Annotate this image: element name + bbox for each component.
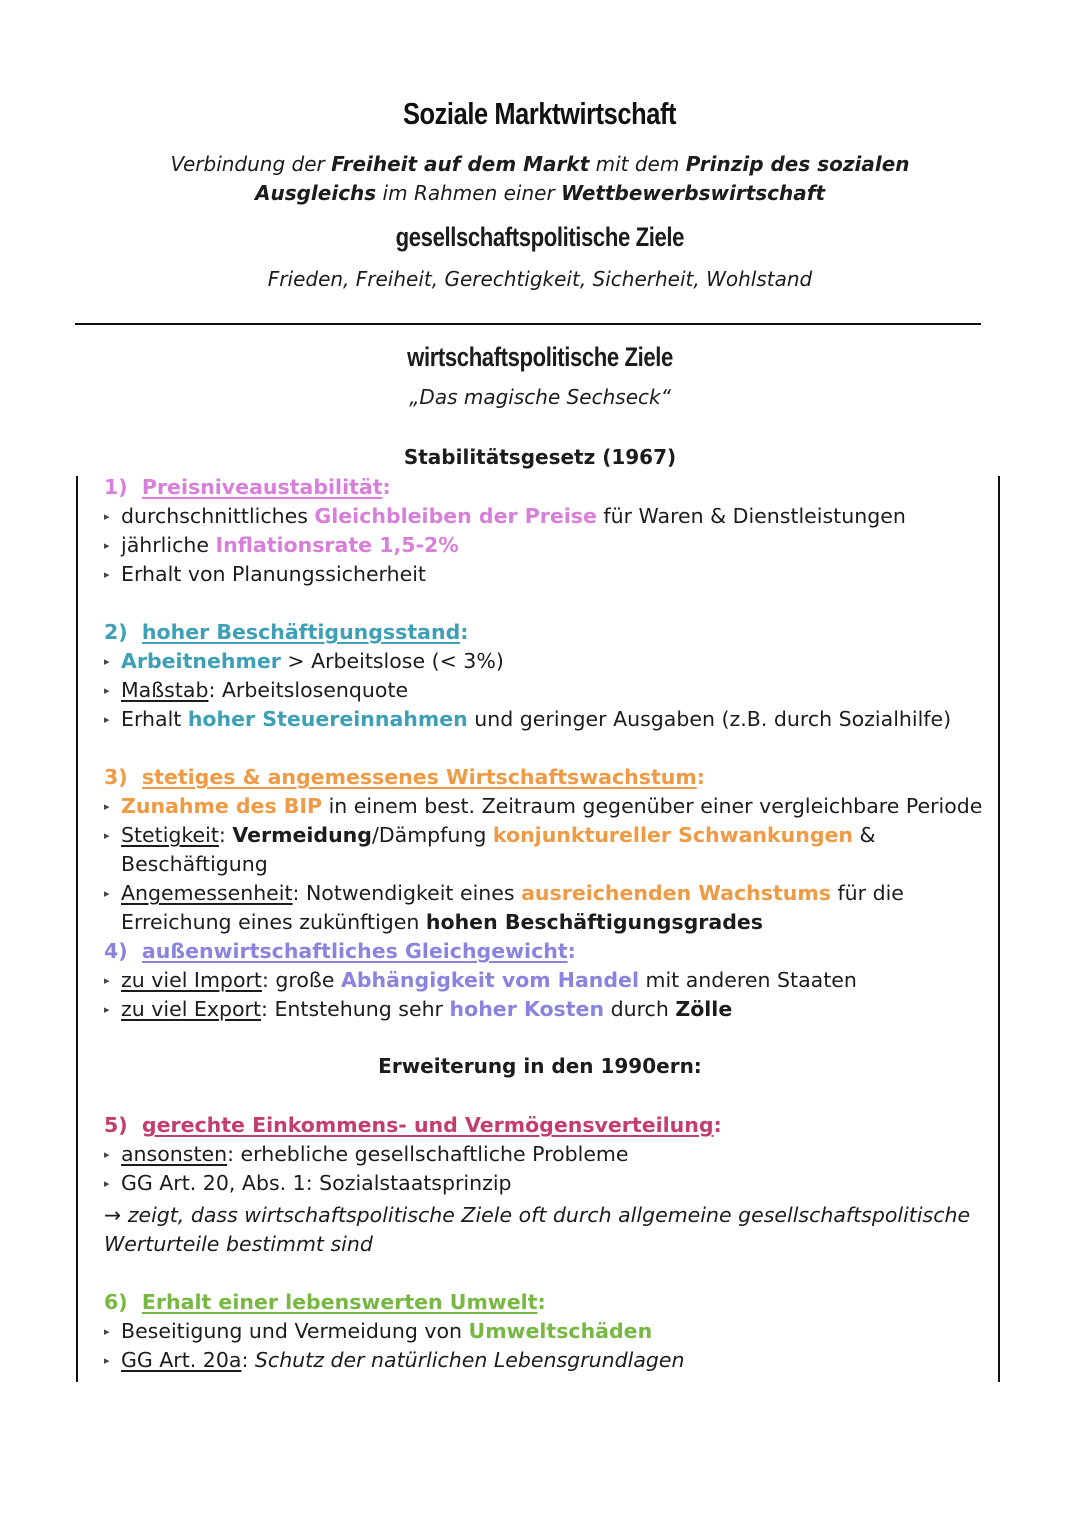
bold-term: hohen Beschäftigungsgrades	[425, 910, 764, 934]
text: > Arbeitslose (< 3%)	[280, 649, 504, 673]
text: in einem best. Zeitraum gegenüber einer vergleichbare Periode	[322, 794, 983, 818]
highlight: Umweltschäden	[468, 1319, 653, 1343]
bold-term: Zölle	[675, 997, 733, 1021]
section-number: 5)	[104, 1113, 128, 1137]
section-label: hoher Beschäftigungsstand	[141, 620, 461, 644]
list-item	[104, 792, 984, 821]
definition-part: im Rahmen einer	[376, 181, 562, 205]
section-number: 2)	[104, 620, 128, 644]
list-item	[104, 560, 984, 589]
underlined-term: ansonsten	[121, 1142, 228, 1166]
section-colon: :	[382, 475, 391, 499]
section-2-title	[104, 618, 984, 647]
list-item	[104, 1169, 984, 1198]
text: & Beschäftigung	[121, 823, 876, 876]
highlight: hoher Steuereinnahmen	[187, 707, 468, 731]
text: Beseitigung und Vermeidung von	[121, 1319, 469, 1343]
section-2	[104, 618, 984, 734]
wirtschaft-title: wirtschaftspolitische Ziele	[407, 342, 673, 372]
section-5-title	[104, 1111, 984, 1140]
italic-text: Schutz der natürlichen Lebensgrundlagen	[254, 1348, 685, 1372]
definition-bold: Wettbewerbswirtschaft	[561, 181, 826, 205]
underlined-term: zu viel Import	[121, 968, 262, 992]
text: :	[218, 823, 233, 847]
wirtschaft-block	[0, 342, 1080, 409]
section-1	[104, 473, 984, 589]
box-border-left	[76, 476, 78, 1382]
section-colon: :	[696, 765, 705, 789]
stabilitaetsgesetz-heading: Stabilitätsgesetz (1967)	[403, 445, 677, 469]
highlight: Zunahme des BIP	[121, 794, 323, 818]
text: : Notwendigkeit eines	[292, 881, 522, 905]
document-title: Soziale Marktwirtschaft	[403, 96, 677, 131]
divider-line	[75, 323, 981, 325]
section-number: 4)	[104, 939, 128, 963]
section-6	[104, 1288, 984, 1375]
definition-part: Verbindung der	[170, 152, 332, 176]
underlined-term: zu viel Export	[121, 997, 262, 1021]
text: GG Art. 20, Abs. 1: Sozialstaatsprinzip	[121, 1171, 512, 1195]
text: und geringer Ausgaben (z.B. durch Sozialhilfe)	[467, 707, 952, 731]
text: durchschnittliches	[121, 504, 315, 528]
title-block	[0, 96, 1080, 208]
section-number: 3)	[104, 765, 128, 789]
list-item	[104, 879, 984, 937]
section-3-title	[104, 763, 984, 792]
underlined-term: Angemessenheit	[121, 881, 293, 905]
highlight: Arbeitnehmer	[121, 649, 281, 673]
section-5	[104, 1111, 984, 1259]
highlight: hoher Kosten	[449, 997, 605, 1021]
erweiterung-heading: Erweiterung in den 1990ern:	[378, 1054, 702, 1078]
section-6-title	[104, 1288, 984, 1317]
section-label: außenwirtschaftliches Gleichgewicht	[141, 939, 568, 963]
gesellschaft-title: gesellschaftspolitische Ziele	[395, 222, 685, 252]
list-item	[104, 1346, 984, 1375]
list-item	[104, 966, 984, 995]
section-label: Preisniveaustabilität	[141, 475, 383, 499]
underlined-term: GG Art. 20a	[121, 1348, 242, 1372]
text: /Dämpfung	[371, 823, 493, 847]
section-label: gerechte Einkommens- und Vermögensverteilung	[141, 1113, 714, 1137]
section-label: stetiges & angemessenes Wirtschaftswachstum	[141, 765, 697, 789]
highlight: ausreichenden Wachstums	[521, 881, 831, 905]
wirtschaft-subtitle: „Das magische Sechseck“	[409, 385, 671, 409]
text: : Entstehung sehr	[261, 997, 450, 1021]
text: durch	[604, 997, 676, 1021]
text: mit anderen Staaten	[639, 968, 857, 992]
definition-text	[110, 150, 970, 208]
list-item	[104, 1317, 984, 1346]
text: für die Erreichung eines zukünftigen	[121, 881, 904, 934]
highlight: konjunktureller Schwankungen	[492, 823, 853, 847]
text: :	[241, 1348, 255, 1372]
highlight: Gleichbleiben der Preise	[314, 504, 597, 528]
list-item	[104, 1140, 984, 1169]
list-item	[104, 531, 984, 560]
list-item	[104, 647, 984, 676]
highlight: Abhängigkeit vom Handel	[340, 968, 639, 992]
section-4-title	[104, 937, 984, 966]
text: jährliche	[121, 533, 216, 557]
box-border-right	[998, 476, 1000, 1382]
highlight: Inflationsrate 1,5-2%	[215, 533, 459, 557]
text: : Arbeitslosenquote	[208, 678, 409, 702]
section-1-title	[104, 473, 984, 502]
text: Erhalt	[121, 707, 188, 731]
section-label: Erhalt einer lebenswerten Umwelt	[141, 1290, 538, 1314]
text: : erhebliche gesellschaftliche Probleme	[227, 1142, 629, 1166]
list-item	[104, 995, 984, 1024]
underlined-term: Stetigkeit	[121, 823, 219, 847]
section-5-note: → zeigt, dass wirtschaftspolitische Ziele oft durch allgemeine gesellschaftspolitische Werturteile bestimmt sind	[104, 1203, 971, 1256]
definition-bold: Freiheit auf dem Markt	[331, 152, 590, 176]
section-3	[104, 763, 984, 937]
definition-part: mit dem	[589, 152, 686, 176]
definition-bold: Prinzip des sozialen Ausgleichs	[254, 152, 910, 205]
list-item	[104, 705, 984, 734]
text: für Waren & Dienstleistungen	[596, 504, 906, 528]
section-colon: :	[460, 620, 469, 644]
gesellschaft-goals: Frieden, Freiheit, Gerechtigkeit, Sicherheit, Wohlstand	[267, 267, 813, 291]
text: Erhalt von Planungssicherheit	[121, 562, 426, 586]
section-4	[104, 937, 984, 1024]
list-item	[104, 502, 984, 531]
list-item	[104, 821, 984, 879]
section-number: 6)	[104, 1290, 128, 1314]
text: : große	[261, 968, 341, 992]
section-colon: :	[537, 1290, 546, 1314]
section-number: 1)	[104, 475, 128, 499]
underlined-term: Maßstab	[121, 678, 209, 702]
list-item	[104, 676, 984, 705]
section-colon: :	[713, 1113, 722, 1137]
bold-term: Vermeidung	[232, 823, 372, 847]
gesellschaft-block	[0, 222, 1080, 291]
section-colon: :	[567, 939, 576, 963]
